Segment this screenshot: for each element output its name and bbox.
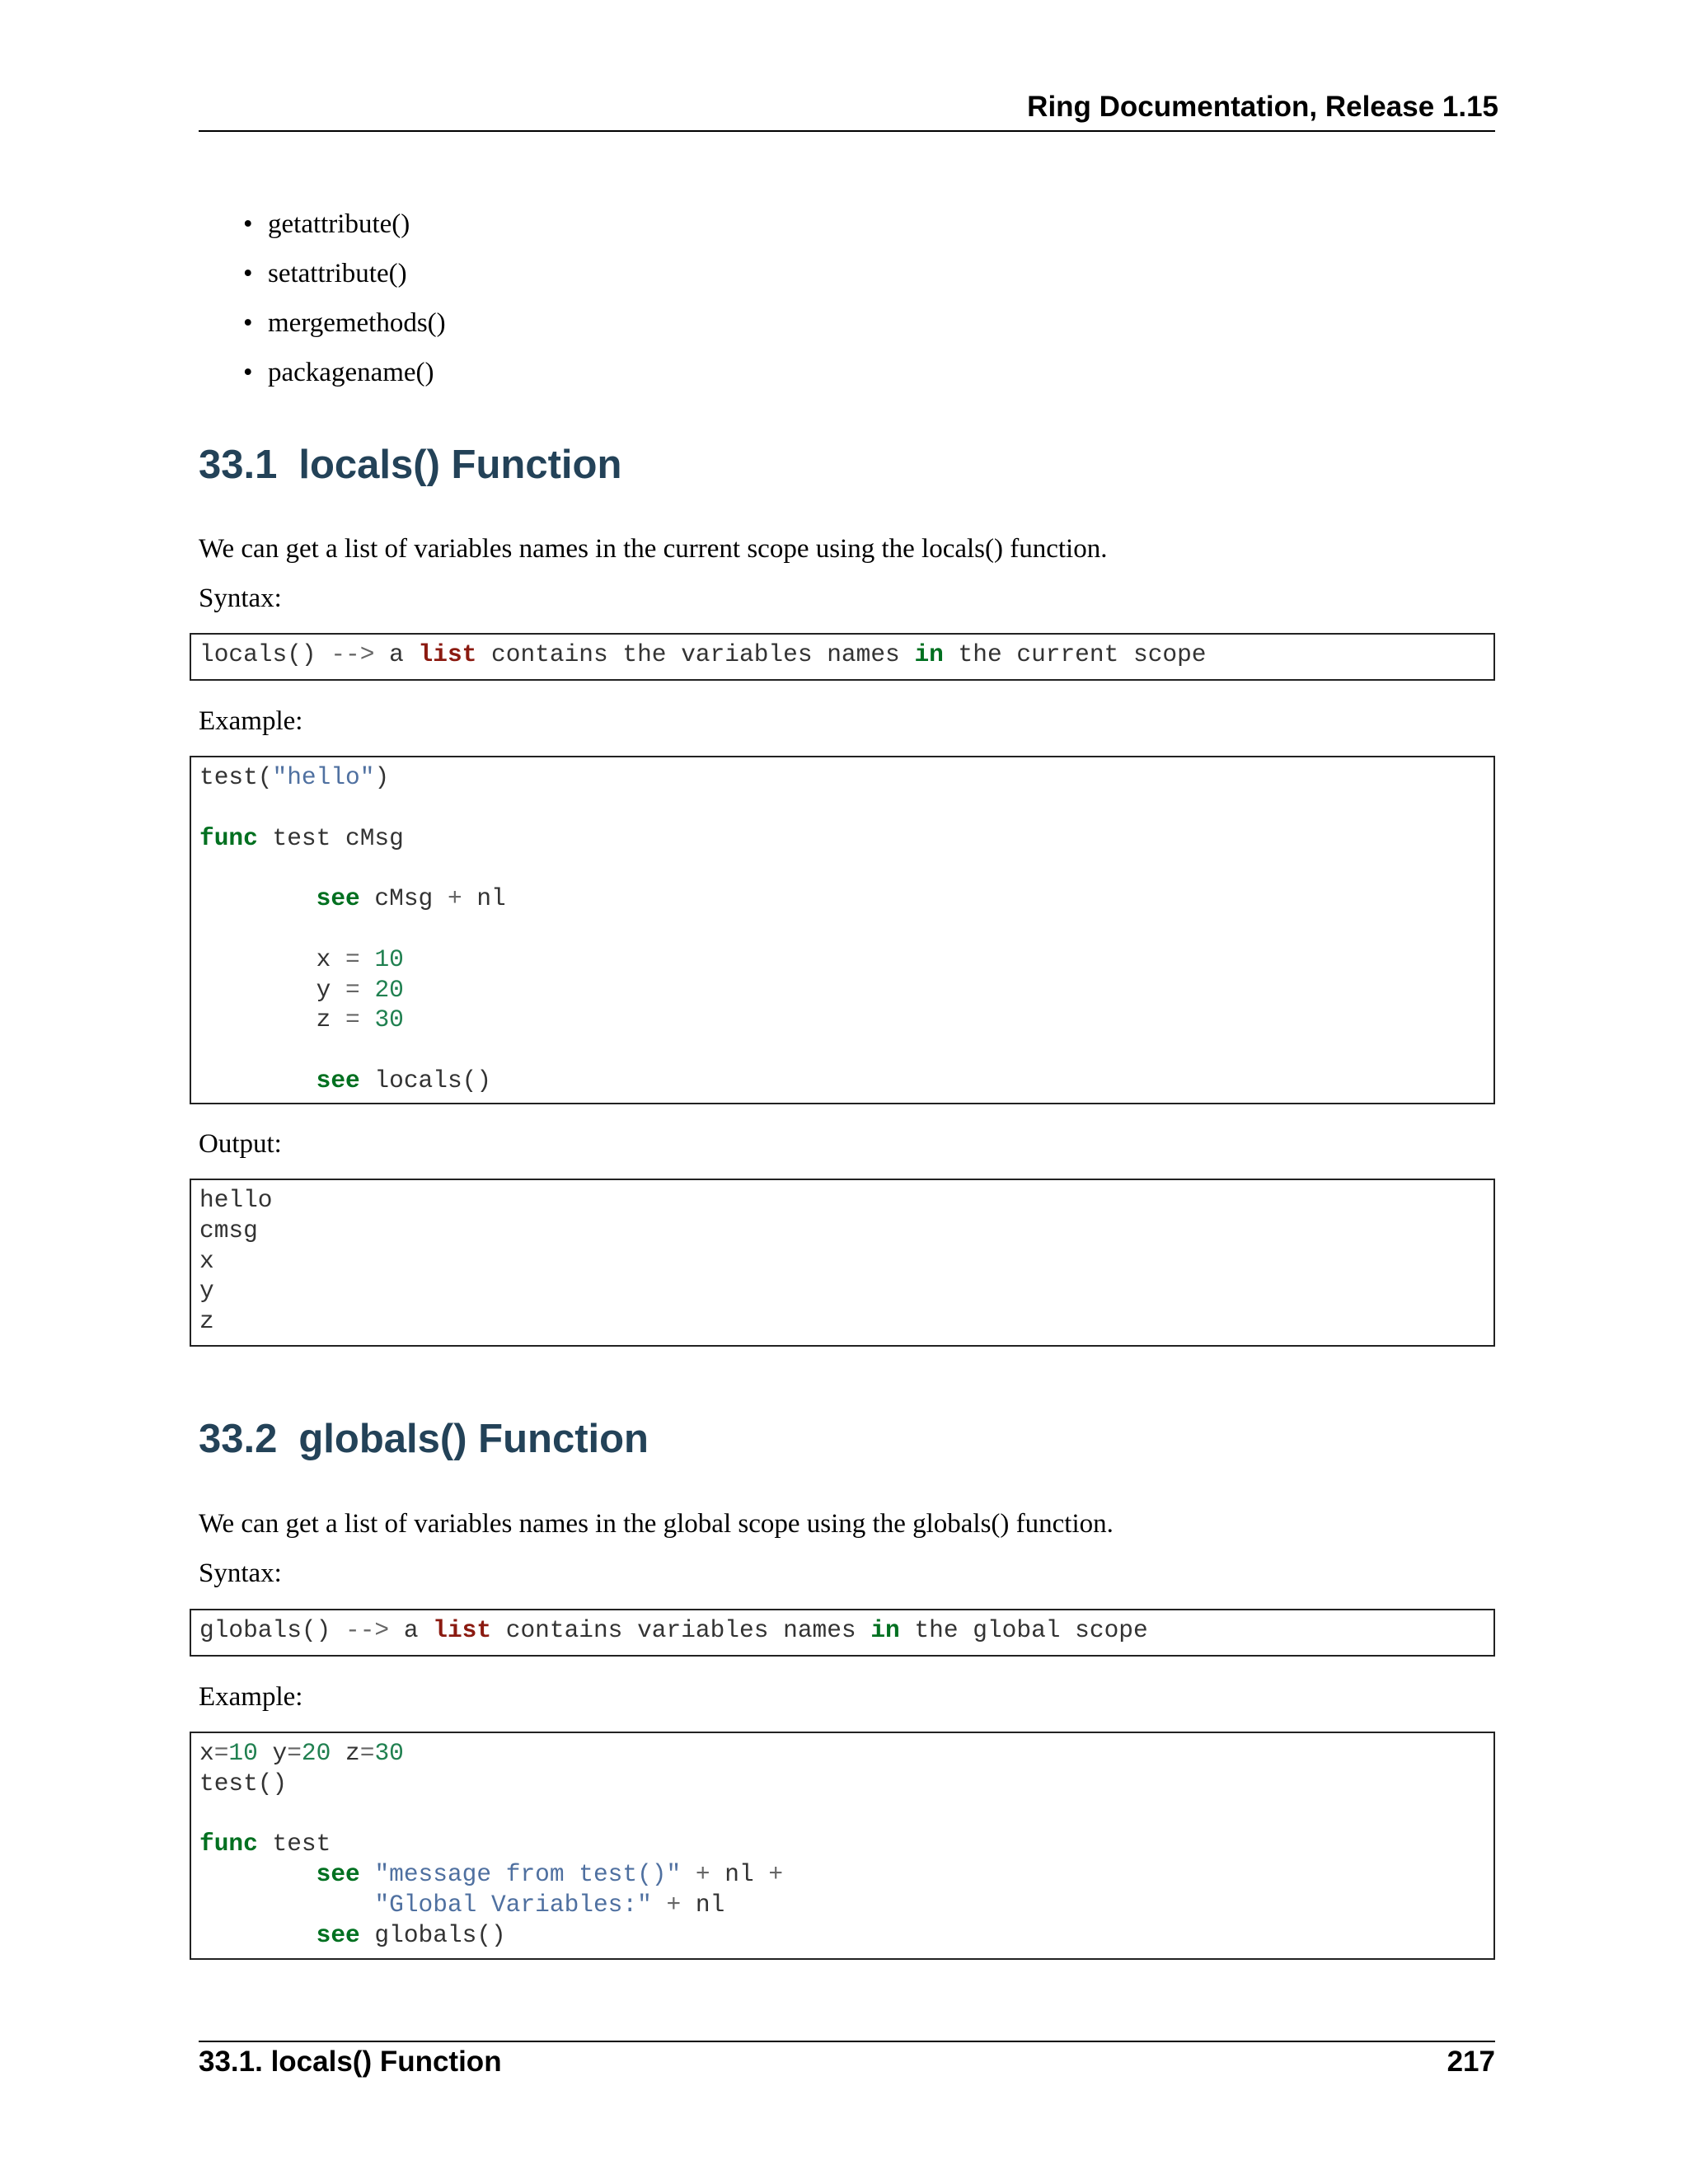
list-item: • setattribute() — [243, 249, 446, 298]
example-code-block: test("hello") func test cMsg see cMsg + nl x = 10 y = 20 z = 30 see locals() — [190, 756, 1495, 1104]
header-rule — [199, 130, 1495, 132]
footer-rule — [199, 2041, 1495, 2042]
output-label: Output: — [199, 1129, 282, 1159]
list-item: • mergemethods() — [243, 298, 446, 348]
running-header: Ring Documentation, Release 1.15 — [1027, 91, 1498, 123]
output-line: hello — [199, 1186, 273, 1214]
function-list — [243, 199, 446, 397]
section-heading-locals — [199, 442, 621, 488]
output-line: z — [199, 1307, 214, 1336]
example-label: Example: — [199, 706, 303, 736]
section-number: 33.1 — [199, 443, 278, 487]
list-item: • packagename() — [243, 348, 446, 397]
example-label: Example: — [199, 1682, 303, 1712]
syntax-code-block: locals() --> a list contains the variables names in the current scope — [190, 633, 1495, 681]
section-title: locals() Function — [298, 443, 622, 487]
syntax-code-block: globals() --> a list contains variables names in the global scope — [190, 1609, 1495, 1657]
output-line: x — [199, 1246, 214, 1275]
section-title: globals() Function — [298, 1417, 649, 1461]
syntax-label: Syntax: — [199, 583, 282, 613]
section-heading-globals — [199, 1416, 649, 1462]
output-code-block — [190, 1179, 1495, 1347]
section-intro: We can get a list of variables names in the current scope using the locals() function. — [199, 534, 1108, 564]
page-number: 217 — [1447, 2046, 1495, 2078]
output-line: cmsg — [199, 1216, 258, 1244]
section-intro: We can get a list of variables names in the global scope using the globals() function. — [199, 1509, 1114, 1539]
footer-section: 33.1. locals() Function — [199, 2046, 502, 2078]
output-line: y — [199, 1277, 214, 1305]
syntax-label: Syntax: — [199, 1558, 282, 1588]
example-code-block: x=10 y=20 z=30 test() func test see "message from test()" + nl + "Global Variables:" + nl see globals() — [190, 1732, 1495, 1960]
section-number: 33.2 — [199, 1417, 278, 1461]
list-item: • getattribute() — [243, 199, 446, 249]
